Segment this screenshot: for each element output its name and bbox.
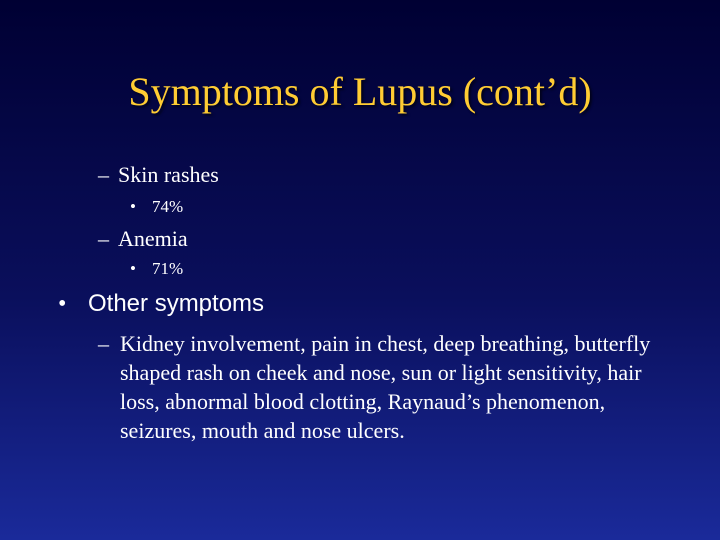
list-item-label: Skin rashes: [118, 162, 219, 187]
dash-marker: –: [98, 226, 109, 251]
sub-item-anemia: [130, 258, 183, 280]
bullet-marker: •: [130, 259, 136, 278]
detail-text: Kidney involvement, pain in chest, deep breathing, butterfly shaped rash on cheek and nose, sun or light sensitivity, hair loss, abnormal blood clotting, Raynaud’s phenomenon, seizures, mouth and nose ulcers.: [120, 331, 651, 443]
bullet-marker: •: [130, 197, 136, 216]
dash-marker: –: [98, 331, 109, 356]
other-symptoms-detail: [98, 329, 658, 445]
list-item-skin-rashes: [98, 160, 219, 190]
bullet-marker: •: [58, 291, 67, 317]
sub-item-skin-rashes: [130, 196, 183, 218]
sub-item-value: 71%: [152, 259, 184, 278]
sub-item-value: 74%: [152, 197, 184, 216]
slide-title: Symptoms of Lupus (cont’d): [128, 69, 592, 114]
list-item-label: Other symptoms: [88, 290, 265, 317]
dash-marker: –: [98, 162, 109, 187]
list-item-other-symptoms: [58, 289, 264, 319]
list-item-label: Anemia: [118, 226, 188, 251]
list-item-anemia: [98, 224, 188, 254]
